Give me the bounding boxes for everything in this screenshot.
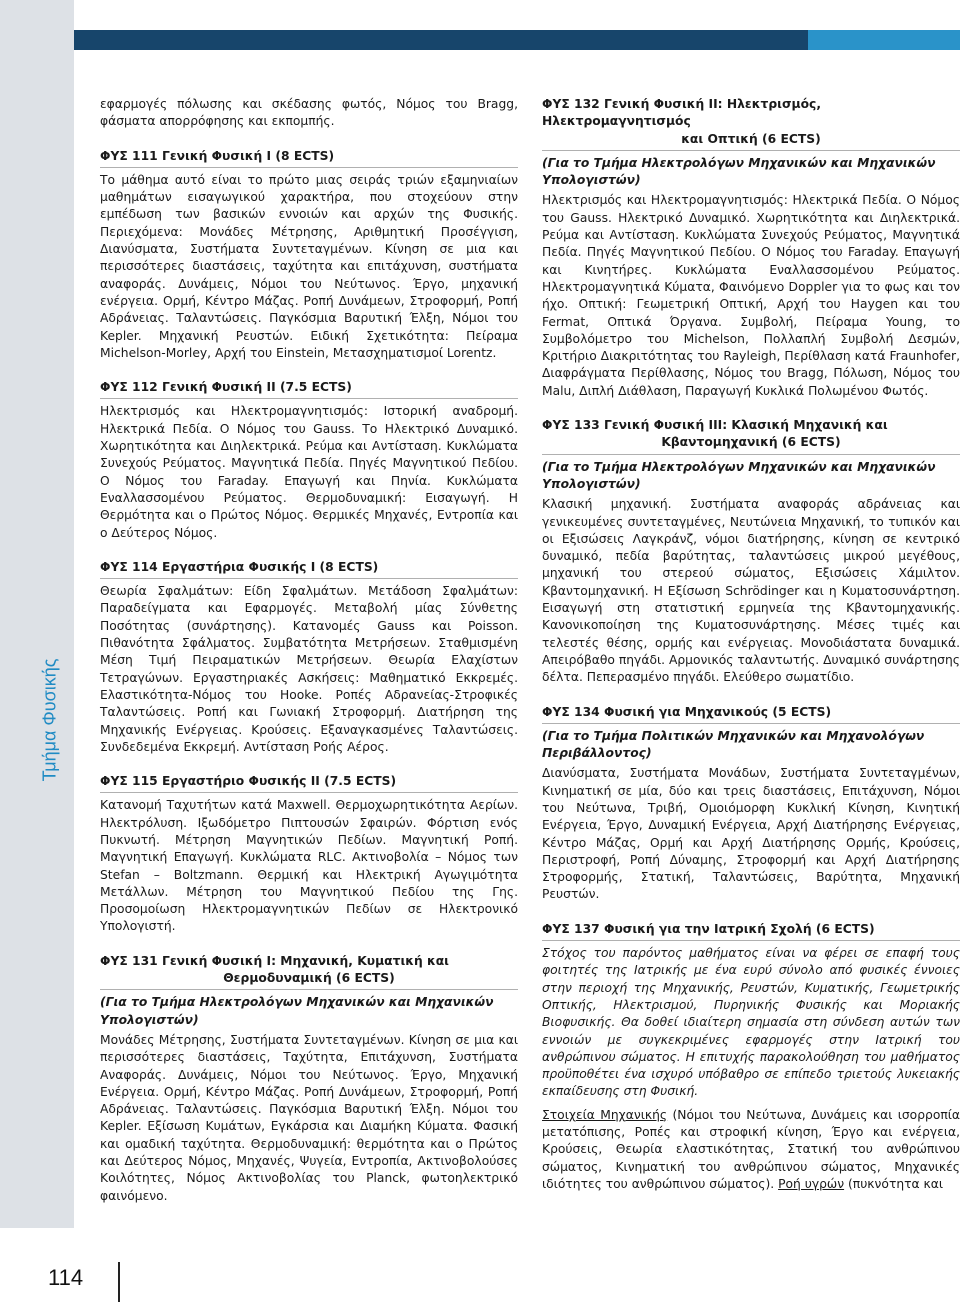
divider bbox=[100, 792, 518, 793]
divider bbox=[542, 940, 960, 941]
course-body-fys137 bbox=[542, 1107, 960, 1193]
page-number: 114 bbox=[48, 1265, 84, 1290]
course-body-fys133: Κλασική μηχανική. Συστήματα αναφοράς αδράνειας και γενικευμένες συντεταγμένες, Νευτώνεια Μηχανική, το τυπικόν και οι Εξισώσεις Λαγκράνζ, νόμοι διατήρησης, κίνηση σε κεντρικό δυναμικό, πεδία βαρύτητας, ταλαντώσεις μικρού μεγέθους, μηχανική του στερεού σώματος, Εξισώσεις Χάμιλτον. Κβαντομηχανική. Η Εξίσωση Schrödinger και η Κυματοσυνάρτηση. Εισαγωγή στη στατιστική ερμηνεία της Κβαντομηχανικής. Κανονικοποίηση της Κυματοσυνάρτησης. Μέσες τιμές και τελεστές θέσης, ορμής και ενέργειας. Μονοδιάστατα δυναμικά. Απειρόβαθο πηγάδι. Αρμονικός ταλαντωτής. Δυναμικό συνάρτησης δέλτα. Πεπερασμένο πηγάδι. Ελεύθερο σωματίδιο. bbox=[542, 497, 960, 685]
divider bbox=[100, 989, 518, 990]
course-title-fys137: ΦΥΣ 137 Φυσική για την Ιατρική Σχολή (6 ECTS) bbox=[542, 921, 875, 936]
divider bbox=[542, 150, 960, 151]
course-title-fys114: ΦΥΣ 114 Εργαστήρια Φυσικής Ι (8 ECTS) bbox=[100, 559, 379, 574]
course-title-fys131-line2: Θερμοδυναμική (6 ECTS) bbox=[223, 971, 395, 986]
topic-fluid-flow-text: (πυκνότητα και bbox=[844, 1176, 944, 1191]
course-title-fys131-line1: ΦΥΣ 131 Γενική Φυσική Ι: Μηχανική, Κυματική και bbox=[100, 953, 449, 968]
header-bar-dark bbox=[74, 30, 808, 50]
course-note-fys134: (Για το Τμήμα Πολιτικών Μηχανικών και Μηχανολόγων Περιβάλλοντος) bbox=[542, 728, 925, 761]
course-body-fys111: Το μάθημα αυτό είναι το πρώτο μιας σειράς τριών εξαμηνιαίων μαθημάτων εισαγωγικού χαρακτήρα, που στοχεύουν στην εμπέδωση των βασικών εννοιών και αρχών της Φυσικής. Περιεχόμενα: Μονάδες Μέτρησης, Αριθμητική Προσέγγιση, Διανύσματα, Συστήματα Συντεταγμένων. Κίνηση σε μια και περισσότερες διαστάσεις, ταχύτητα και επιτάχυνση, συστήματα αναφοράς. Δυνάμεις, Νόμοι του Νεύτωνος. Έργο, μηχανική ενέργεια. Ορμή, Κέντρο Μάζας. Ροπή Δυνάμεων, Στροφορμή, Ροπή Αδράνειας. Ταλαντώσεις. Παγκόσμια Βαρυτική Έλξη, Νόμοι του Kepler. Μηχανική Ρευστών. Ειδική Σχετικότητα: Πείραμα Michelson-Morley, Αρχή του Einstein, Μετασχηματισμοί Lorentz. bbox=[100, 172, 518, 360]
divider bbox=[100, 578, 518, 579]
course-title-fys131 bbox=[100, 953, 518, 988]
course-title-fys132 bbox=[542, 96, 960, 148]
course-title-fys111: ΦΥΣ 111 Γενική Φυσική Ι (8 ECTS) bbox=[100, 148, 335, 163]
course-body-fys131: Μονάδες Μέτρησης, Συστήματα Συντεταγμένων. Κίνηση σε μια και περισσότερες διαστάσεις, Ταχύτητα, Επιτάχυνση, Συστήματα Αναφοράς. Δυνάμεις, Νόμοι του Νεύτωνος. Έργο, Μηχανική Ενέργεια. Ορμή, Κέντρο Μάζας. Ροπή Δυνάμεων, Στροφορμή, Ροπή Αδράνειας. Ταλαντώσεις. Παγκόσμια Βαρυτική Έλξη. Νόμοι του Kepler. Εξίσωση Κυμάτων, Εγκάρσια και Διαμήκη Κύματα. Φασική και ομαδική ταχύτητα. Θερμοδυναμική: θερμότητα και ο Πρώτος και Δεύτερος Νόμος, Μηχανές, Ψυγεία, Εντροπία, Ακτινοβολούσες Κοιλότητες, Νόμος Ακτινοβολίας του Planck, φωτοηλεκτρικό φαινόμενο. bbox=[100, 1032, 518, 1203]
course-title-fys133-line1: ΦΥΣ 133 Γενική Φυσική ΙΙΙ: Κλασική Μηχανική και bbox=[542, 418, 888, 433]
course-title-fys132-line1: ΦΥΣ 132 Γενική Φυσική ΙΙ: Ηλεκτρισμός, Ηλεκτρομαγνητισμός bbox=[542, 97, 821, 129]
page-number-divider bbox=[118, 1262, 120, 1302]
course-title-fys133-line2: Κβαντομηχανική (6 ECTS) bbox=[661, 435, 841, 450]
course-title-fys112: ΦΥΣ 112 Γενική Φυσική ΙΙ (7.5 ECTS) bbox=[100, 380, 352, 395]
course-description-fys137: Στόχος του παρόντος μαθήματος είναι να φέρει σε επαφή τους φοιτητές της Ιατρικής με ένα ευρύ σύνολο από φυσικές έννοιες στην περιοχή της Μηχανικής, Ρευστών, Κυματικής, Γεωμετρικής Οπτικής, Ηλεκτρισμού, Πυρηνικής Φυσικής και Μοριακής Βιοφυσικής. Θα δοθεί ιδιαίτερη σημασία στη σύνδεση αυτών των εννοιών με συγκεκριμένες εφαρμογές στην Ιατρική του ανθρώπινου σώματος. Η επιτυχής παρακολούθηση του μαθήματος προϋποθέτει ένα ισχυρό υπόβαθρο σε επίπεδο τριετούς λυκειακής εκπαίδευσης στη Φυσική. bbox=[542, 946, 960, 1099]
right-column bbox=[542, 96, 960, 1193]
divider bbox=[542, 454, 960, 455]
department-label: Τμήμα Φυσικής bbox=[39, 658, 60, 782]
course-title-fys115: ΦΥΣ 115 Εργαστήριο Φυσικής ΙΙ (7.5 ECTS) bbox=[100, 774, 397, 789]
course-note-fys131: (Για το Τμήμα Ηλεκτρολόγων Μηχανικών και Μηχανικών Υπολογιστών) bbox=[100, 995, 494, 1027]
intro-text: εφαρμογές πόλωσης και σκέδασης φωτός, Νόμος του Bragg, φάσματα απορρόφησης και εκπομπής. bbox=[100, 97, 518, 129]
sidebar-band bbox=[0, 0, 74, 1228]
header-bar-accent bbox=[808, 30, 960, 50]
course-body-fys114: Θεωρία Σφαλμάτων: Είδη Σφαλμάτων. Μετάδοση Σφαλμάτων: Παραδείγματα και Εφαρμογές. Μεταβολή μίας Σύνθετης Ποσότητας (συνάρτησης). Κατανομές Gauss και Poisson. Πιθανότητα Σφάλματος. Συμβατότητα Μετρήσεων. Σταθμισμένη Μέση Τιμή Πειραματικών Μετρήσεων. Θεωρία Ελαχίστων Τετραγώνων. Εργαστηριακές Ασκήσεις: Μαθηματικό Εκκρεμές. Ελαστικότητα-Νόμος του Hooke. Ροπές Αδρανείας-Στροφικές Ταλαντώσεις. Ροπή και Γωνιακή Στροφορμή. Διατήρηση της Μηχανικής Ενέργειας. Κρούσεις. Εξαναγκασμένες Ταλαντώσεις. Συνδεδεμένα Εκκρεμή. Αντίσταση Ροής Αέρος. bbox=[100, 584, 518, 754]
divider bbox=[542, 723, 960, 724]
course-title-fys132-line2: και Οπτική (6 ECTS) bbox=[681, 131, 821, 146]
divider bbox=[100, 167, 518, 168]
course-body-fys134: Διανύσματα, Συστήματα Μονάδων, Συστήματα Συντεταγμένων, Κινηματική σε μία, δύο και τρεις διαστάσεις, Επιτάχυνση, Νόμοι του Νεύτωνα, Τριβή, Ομοιόμορφη Κυκλική Κίνηση, Κινητική Ενέργεια, Έργο, Δυναμική Ενέργεια, Αρχή Διατήρησης Ενέργειας, Κέντρο Μάζας, Ορμή και Αρχή Διατήρησης Ορμής, Κρούσεις, Περιστροφή, Ροπή Δύναμης, Στροφορμή και Αρχή Διατήρησης Στροφορμής, Στατική, Ταλαντώσεις, Βαρύτητα, Μηχανική Ρευστών. bbox=[542, 766, 960, 902]
course-title-fys133 bbox=[542, 417, 960, 452]
course-body-fys112: Ηλεκτρισμός και Ηλεκτρομαγνητισμός: Ιστορική αναδρομή. Ηλεκτρικά Πεδία. Ο Νόμος του Gauss. Το Ηλεκτρικό Δυναμικό. Χωρητικότητα και Διηλεκτρικά. Ρεύμα και Αντίσταση. Κυκλώματα Συνεχούς Ρεύματος. Μαγνητικά Πεδία. Πηγές Μαγνητικού Πεδίου. Ο Νόμος του Faraday. Επαγωγή και Πηνία. Κυκλώματα Εναλλασσομένου Ρεύματος. Θερμοδυναμική: Εισαγωγή. Η Θερμότητα και ο Πρώτος Νόμος. Θερμικές Μηχανές, Εντροπία και ο Δεύτερος Νόμος. bbox=[100, 404, 518, 540]
course-body-fys115: Κατανομή Ταχυτήτων κατά Maxwell. Θερμοχωρητικότητα Αερίων. Ηλεκτρόλυση. Ιξωδόμετρο Πιπτουσών Σφαιρών. Φόρτιση ενός Πυκνωτή. Μέτρηση Μαγνητικών Πεδίων. Μαγνητική Ροπή. Μαγνητική Επαγωγή. Κυκλώματα RLC. Ακτινοβολία – Νόμος των Stefan – Boltzmann. Θερμική και Ηλεκτρική Αγωγιμότητα Μετάλλων. Μέτρηση του Μαγνητικού Πεδίου της Γης. Προσομοίωση Ηλεκτρομαγνητικών Πεδίων σε Ηλεκτρονικό Υπολογιστή. bbox=[100, 798, 518, 934]
course-note-fys132: (Για το Τμήμα Ηλεκτρολόγων Μηχανικών και Μηχανικών Υπολογιστών) bbox=[542, 155, 936, 188]
course-note-fys133: (Για το Τμήμα Ηλεκτρολόγων Μηχανικών και Μηχανικών Υπολογιστών) bbox=[542, 459, 936, 491]
course-body-fys132: Ηλεκτρισμός και Ηλεκτρομαγνητισμός: Ηλεκτρικά Πεδία. Ο Νόμος του Gauss. Ηλεκτρικό Δυναμικό. Χωρητικότητα και Διηλεκτρικά. Ρεύμα και Αντίσταση. Κυκλώματα Συνεχούς Ρεύματος, Μαγνητικά Πεδία. Πηγές Μαγνητικού Πεδίου. Ο Νόμος του Faraday. Επαγωγή και Κινητήρες. Κυκλώματα Εναλλασσομένου Ρεύματος. Ηλεκτρομαγνητικά Κύματα, Φαινόμενο Doppler για το φως και τον ήχο. Οπτική: Γεωμετρική Οπτική, Αρχή του Haygen και του Fermat, Οπτικά Όργανα. Συμβολή, Πείραμα Young, το Συμβολόμετρο του Michelson, Πολλαπλή Συμβολή Δεσμών, Κριτήριο Διακριτότητας του Rayleigh, Περίθλαση κατά Fraunhofer, Διαφράγματα Περίθλασης, Νόμος του Bragg, Πόλωση, Νόμος του Malu, Διπλή Διάθλαση, Παραγωγή Κυκλικά Πολωμένου Φωτός. bbox=[542, 193, 960, 398]
topic-mechanics-text: (Νόμοι του Νεύτωνα, Δυνάμεις και ισορροπία μετατόπισης, Ροπές και στροφική κίνηση, Έργο και ενέργεια, Κρούσεις, Θεωρία ελαστικότητας, Στατική του ανθρώπινου σώματος, Κινηματική του ανθρώπινου σώματος, Μηχανικές ιδιότητες του ανθρώπινου σώματος). bbox=[542, 1107, 960, 1191]
divider bbox=[100, 398, 518, 399]
course-title-fys134: ΦΥΣ 134 Φυσική για Μηχανικούς (5 ECTS) bbox=[542, 704, 832, 719]
topic-fluid-flow-label: Ροή υγρών bbox=[778, 1176, 845, 1191]
left-column bbox=[100, 96, 518, 1205]
topic-mechanics-label: Στοιχεία Μηχανικής bbox=[542, 1107, 668, 1122]
